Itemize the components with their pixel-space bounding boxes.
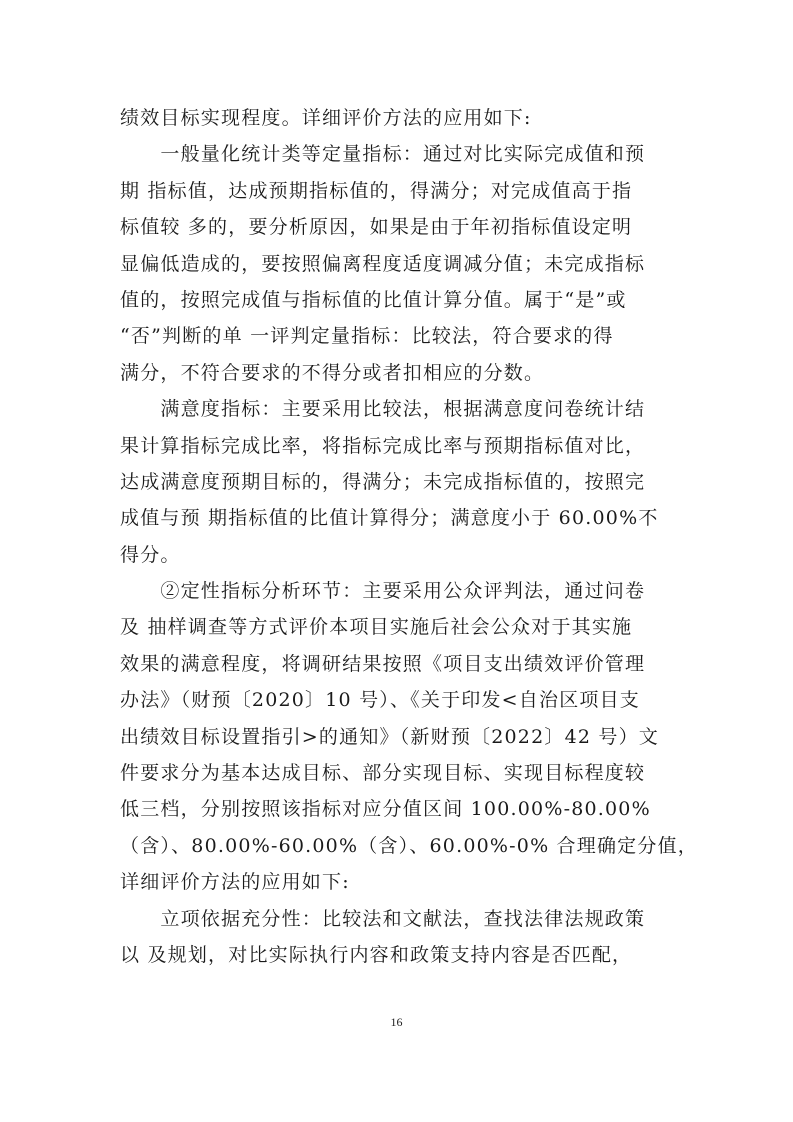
text-line: 立项依据充分性：比较法和文献法，查找法律法规政策: [120, 907, 646, 930]
text-line: 显偏低造成的，要按照偏离程度适度调减分值；未完成指标: [120, 252, 646, 275]
text-line: ②定性指标分析环节：主要采用公众评判法，通过问卷: [120, 580, 646, 603]
text-line: 标值较 多的，要分析原因，如果是由于年初指标值设定明: [120, 216, 633, 239]
text-line: “否”判断的单 一评判定量指标：比较法，符合要求的得: [120, 325, 614, 348]
text-line: 办法》（财预〔2020〕10 号）、《关于印发<自治区项目支: [120, 689, 640, 712]
text-line: （含）、80.00%-60.00%（含）、60.00%-0% 合理确定分值，: [120, 834, 698, 857]
page-number: 16: [390, 1015, 403, 1029]
text-line: 得分。: [120, 543, 181, 566]
text-line: 件要求分为基本达成目标、部分实现目标、实现目标程度较: [120, 762, 646, 785]
body-text: [120, 100, 698, 973]
text-line: 果计算指标完成比率，将指标完成比率与预期指标值对比，: [120, 434, 646, 457]
text-line: 值的，按照完成值与指标值的比值计算分值。属于“是”或: [120, 288, 627, 311]
text-line: 以 及规划，对比实际执行内容和政策支持内容是否匹配，: [120, 943, 633, 966]
text-line: 出绩效目标设置指引>的通知》（新财预〔2022〕42 号）文: [120, 725, 659, 748]
text-line: 绩效目标实现程度。详细评价方法的应用如下:: [120, 107, 532, 129]
text-line: 期 指标值，达成预期指标值的，得满分；对完成值高于指: [120, 179, 633, 202]
text-line: 满分，不符合要求的不得分或者扣相应的分数。: [120, 361, 545, 384]
text-line: 一般量化统计类等定量指标：通过对比实际完成值和预: [120, 143, 646, 166]
text-line: 达成满意度预期目标的，得满分；未完成指标值的，按照完: [120, 470, 646, 493]
text-line: 详细评价方法的应用如下:: [120, 871, 350, 894]
text-line: 成值与预 期指标值的比值计算得分；满意度小于 60.00%不: [120, 507, 659, 530]
text-line: 及 抽样调查等方式评价本项目实施后社会公众对于其实施: [120, 616, 633, 639]
text-line: 效果的满意程度，将调研结果按照《项目支出绩效评价管理: [120, 652, 646, 675]
text-line: 满意度指标：主要采用比较法，根据满意度问卷统计结: [120, 398, 646, 421]
text-line: 低三档，分别按照该指标对应分值区间 100.00%-80.00%: [120, 798, 651, 821]
